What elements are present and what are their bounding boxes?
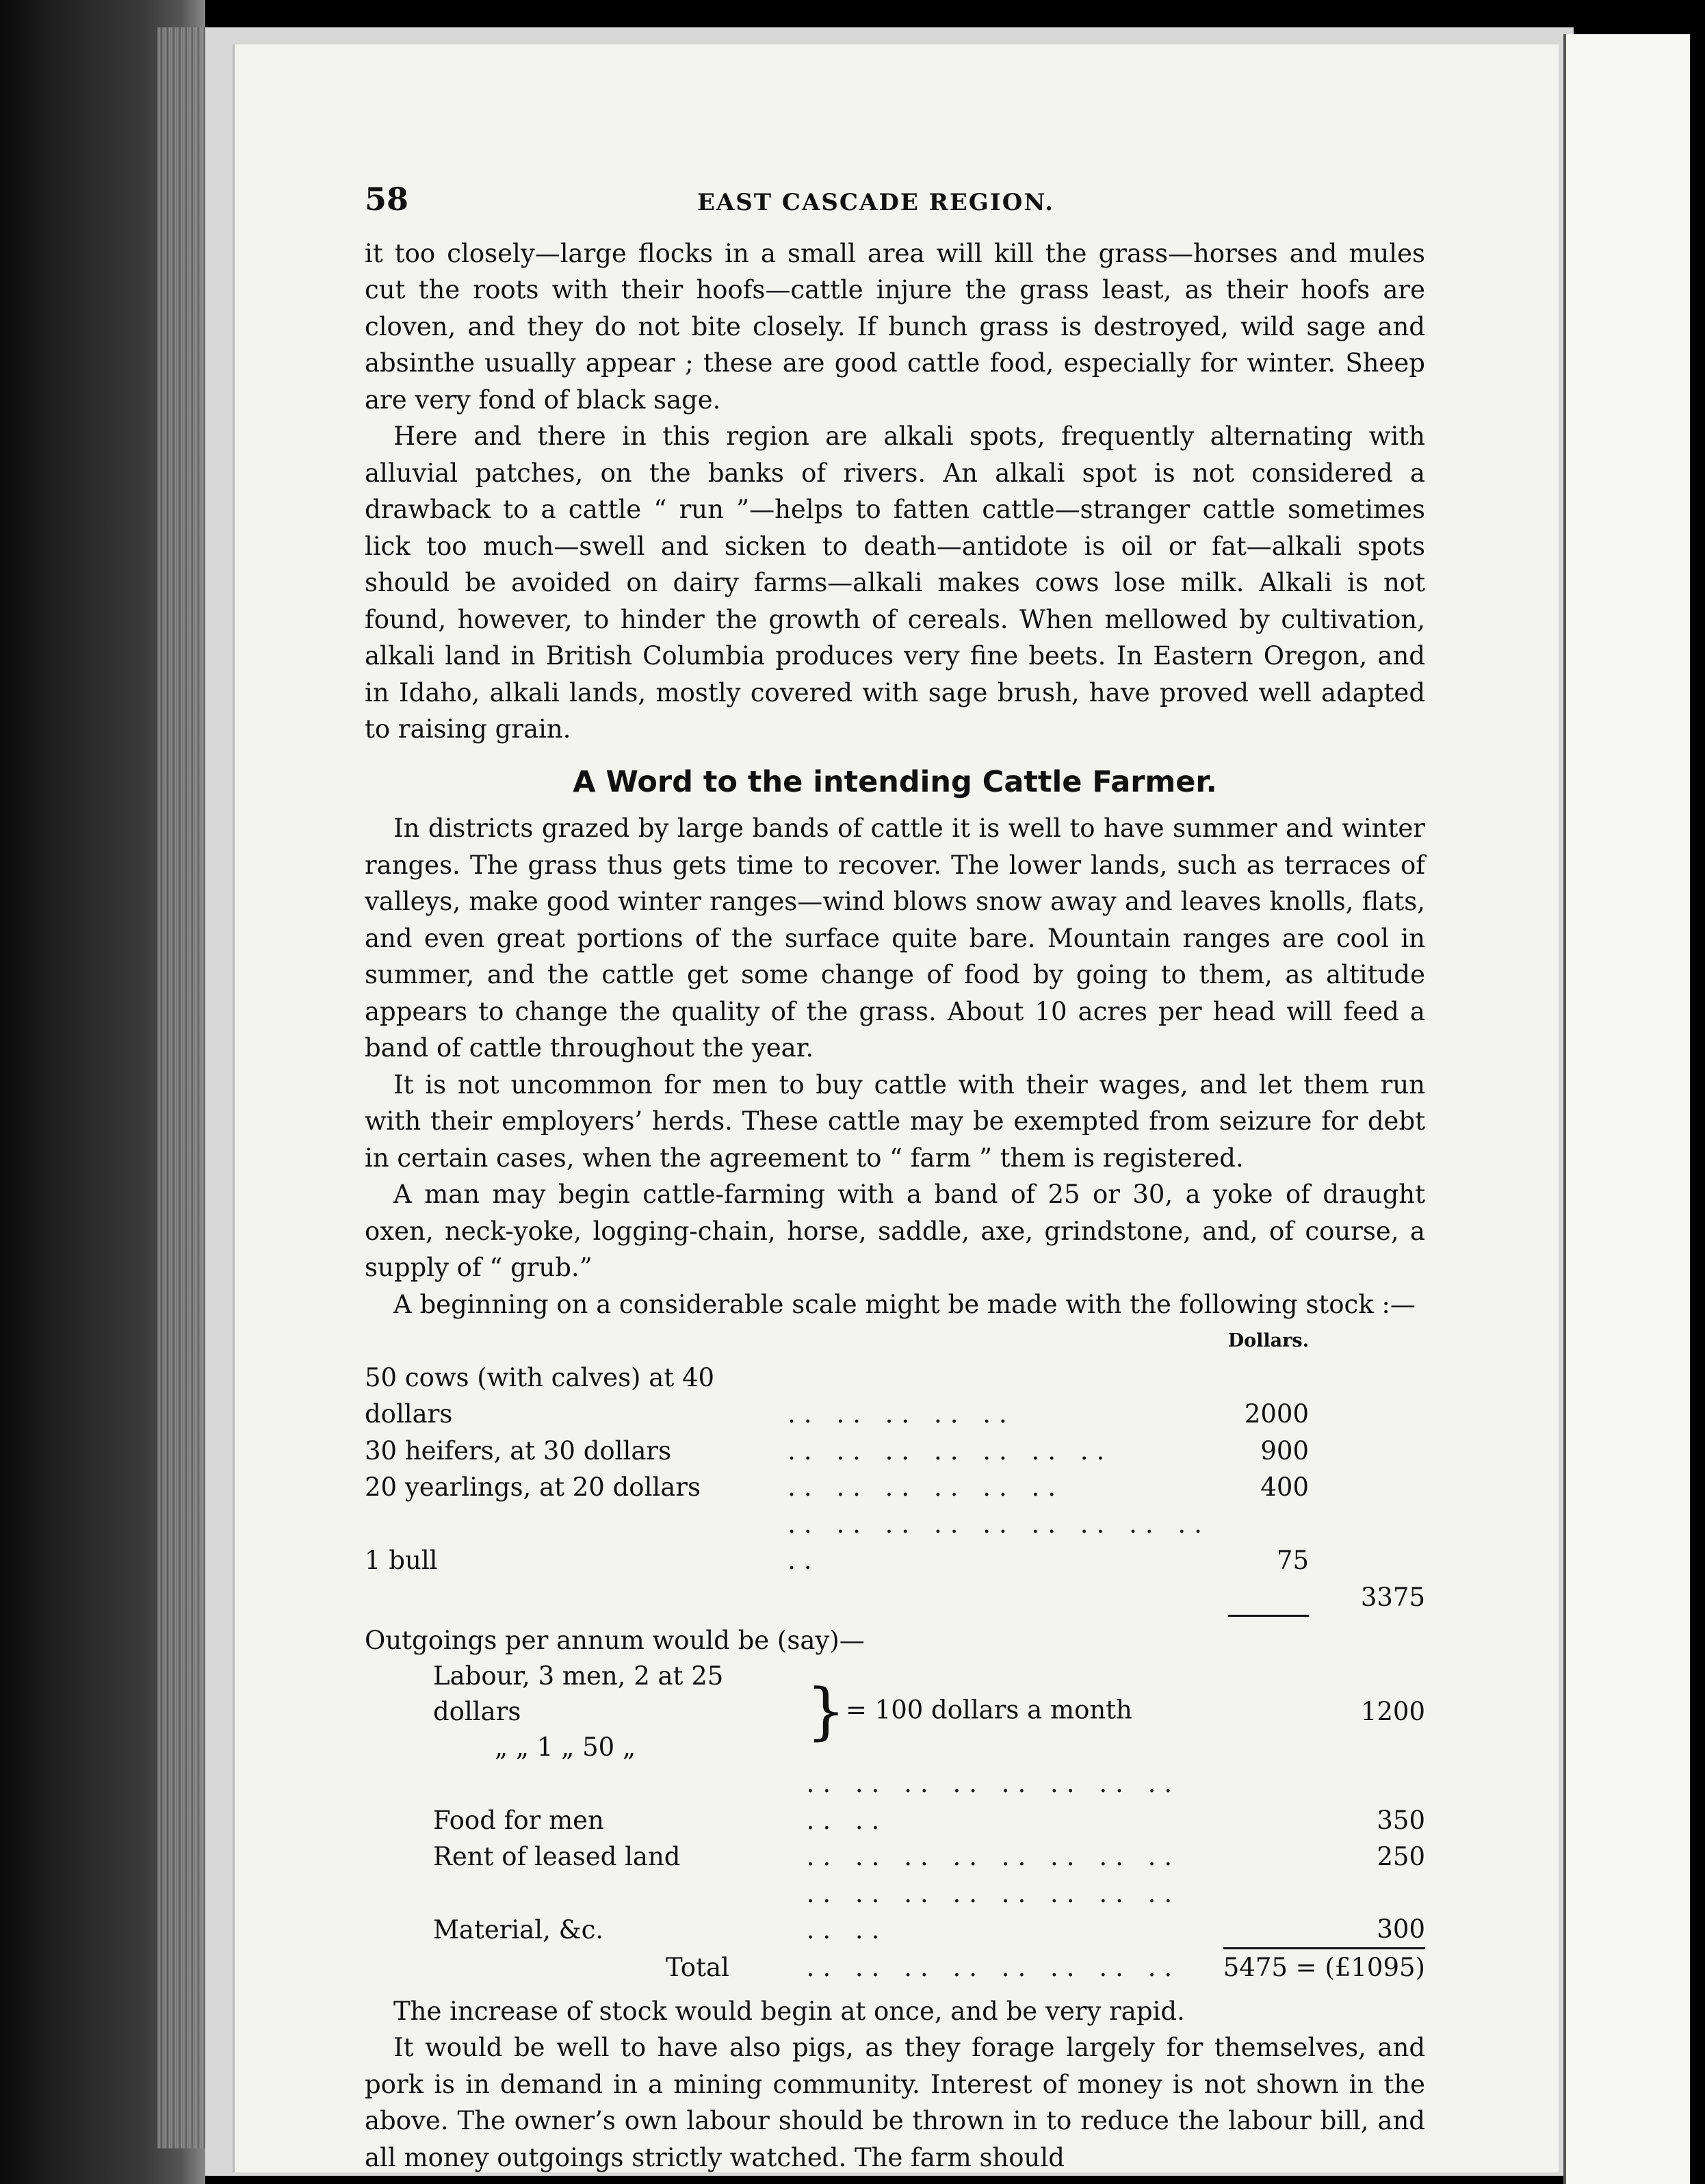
page-number: 58 bbox=[365, 181, 409, 218]
stock-label: 50 cows (with calves) at 40 dollars bbox=[365, 1362, 715, 1429]
leader-dots: .. .. .. .. .. .. bbox=[788, 1472, 1065, 1502]
labour-note: = 100 dollars a month bbox=[845, 1695, 1132, 1725]
outgoing-label: Rent of leased land bbox=[433, 1842, 681, 1871]
leader-dots: .. .. .. .. .. .. .. .. bbox=[806, 1953, 1181, 1982]
stock-value: 400 bbox=[1260, 1472, 1309, 1502]
brace: } bbox=[806, 1676, 846, 1747]
outgoing-label: Material, &c. bbox=[433, 1915, 604, 1945]
outgoing-value: 350 bbox=[1377, 1805, 1425, 1835]
total-label: Total bbox=[666, 1953, 729, 1982]
stock-total: 3375 bbox=[1360, 1582, 1425, 1612]
outgoing-label: Food for men bbox=[433, 1805, 604, 1835]
stock-value: 75 bbox=[1276, 1546, 1309, 1575]
paragraph-6: A beginning on a considerable scale might be made with the following stock :— bbox=[393, 1289, 1416, 1319]
table-row bbox=[365, 1433, 1425, 1470]
table-row bbox=[365, 1765, 1425, 1838]
section-title: A Word to the intending Cattle Farmer. bbox=[573, 764, 1217, 799]
leader-dots: .. .. .. .. .. .. .. .. .. .. bbox=[806, 1878, 1181, 1945]
table-row bbox=[365, 1875, 1425, 1949]
book-page bbox=[233, 44, 1559, 2172]
labour-value: 1200 bbox=[1360, 1697, 1425, 1727]
stock-label: 30 heifers, at 30 dollars bbox=[365, 1435, 672, 1466]
table-row bbox=[365, 1469, 1425, 1506]
leader-dots: .. .. .. .. .. .. .. .. .. .. bbox=[806, 1769, 1181, 1835]
sum-rule bbox=[1228, 1579, 1309, 1616]
outgoing-value: 250 bbox=[1377, 1842, 1425, 1871]
stock-value: 900 bbox=[1260, 1435, 1309, 1466]
page-edges bbox=[157, 27, 205, 2148]
labour-line-2: „ „ 1 „ 50 „ bbox=[495, 1732, 636, 1762]
paragraph-4: It is not uncommon for men to buy cattle with their wages, and let them run with their employers’ herds. These cattle may be exempted from seizure for debt in certain cases, when the agreement to “ farm ” them is registered. bbox=[365, 1069, 1425, 1173]
outgoings-table bbox=[365, 1622, 1425, 1986]
stock-label: 20 yearlings, at 20 dollars bbox=[365, 1472, 701, 1502]
table-row bbox=[365, 1579, 1425, 1616]
labour-line-1: Labour, 3 men, 2 at 25 dollars bbox=[433, 1661, 724, 1726]
stock-table bbox=[365, 1323, 1425, 1617]
stock-label: 1 bull bbox=[365, 1546, 438, 1575]
paragraph-2: Here and there in this region are alkali spots, frequently alternating with alluvial patches, on the banks of rivers. An alkali spot is not considered a drawback to a cattle “ run ”—helps to fatten cattle—stranger cattle sometimes lick too much—swell and sicken to death—antidote is oil or fat—alkali spots should be avoided on dairy farms—alkali makes cows lose milk. Alkali is not found, however, to hinder the growth of cereals. When mellowed by cultivation, alkali land in British Columbia produces very fine beets. In Eastern Oregon, and in Idaho, alkali lands, mostly covered with sage brush, have proved well adapted to raising grain. bbox=[365, 421, 1425, 744]
paragraph-7: The increase of stock would begin at once, and be very rapid. bbox=[393, 1996, 1185, 2026]
grand-total: 5475 = (£1095) bbox=[1223, 1949, 1425, 1986]
table-row bbox=[365, 1949, 1425, 1986]
table-row bbox=[365, 1659, 1425, 1765]
running-head: EAST CASCADE REGION. bbox=[697, 189, 1055, 216]
table-row bbox=[365, 1838, 1425, 1875]
page-header bbox=[365, 181, 1425, 222]
leader-dots: .. .. .. .. .. bbox=[788, 1399, 1015, 1429]
table-row bbox=[365, 1506, 1425, 1579]
paragraph-8: It would be well to have also pigs, as they forage largely for themselves, and pork is in demand in a mining community. Interest of money is not shown in the above. The owner’s own labour should be thrown in to reduce the labour bill, and all money outgoings strictly watched. The farm should bbox=[365, 2033, 1425, 2172]
leader-dots: .. .. .. .. .. .. .. .. .. .. bbox=[788, 1509, 1210, 1575]
paragraph-3: In districts grazed by large bands of cattle it is well to have summer and winter ranges. The grass thus gets time to recover. The lower lands, such as terraces of valleys, make good winter ranges—wind blows snow away and leaves knolls, flats, and even great portions of the surface quite bare. Mountain ranges are cool in summer, and the cattle get some change of food by going to them, as altitude appears to change the quality of the grass. About 10 acres per head will feed a band of cattle throughout the year. bbox=[365, 814, 1425, 1063]
right-edge bbox=[1690, 0, 1705, 2184]
dollars-header: Dollars. bbox=[1227, 1330, 1309, 1351]
table-row bbox=[365, 1360, 1425, 1433]
paragraph-5: A man may begin cattle-farming with a band of 25 or 30, a yoke of draught oxen, neck-yoke, logging-chain, horse, saddle, axe, grindstone, and, of course, a supply of “ grub.” bbox=[365, 1180, 1425, 1282]
leader-dots: .. .. .. .. .. .. .. bbox=[788, 1435, 1113, 1466]
paragraph-1: it too closely—large flocks in a small area will kill the grass—horses and mules cut the roots with their hoofs—cattle injure the grass least, as their hoofs are cloven, and they do not bite closely. If bunch grass is destroyed, wild sage and absinthe usually appear ; these are good cattle food, especially for winter. Sheep are very fond of black sage. bbox=[365, 238, 1425, 415]
stock-value: 2000 bbox=[1244, 1399, 1309, 1429]
page-content bbox=[365, 181, 1425, 2176]
leader-dots: .. .. .. .. .. .. .. .. bbox=[806, 1842, 1181, 1871]
facing-page bbox=[1563, 34, 1705, 2184]
outgoings-heading: Outgoings per annum would be (say)— bbox=[365, 1625, 865, 1655]
outgoing-value: 300 bbox=[1377, 1914, 1425, 1944]
